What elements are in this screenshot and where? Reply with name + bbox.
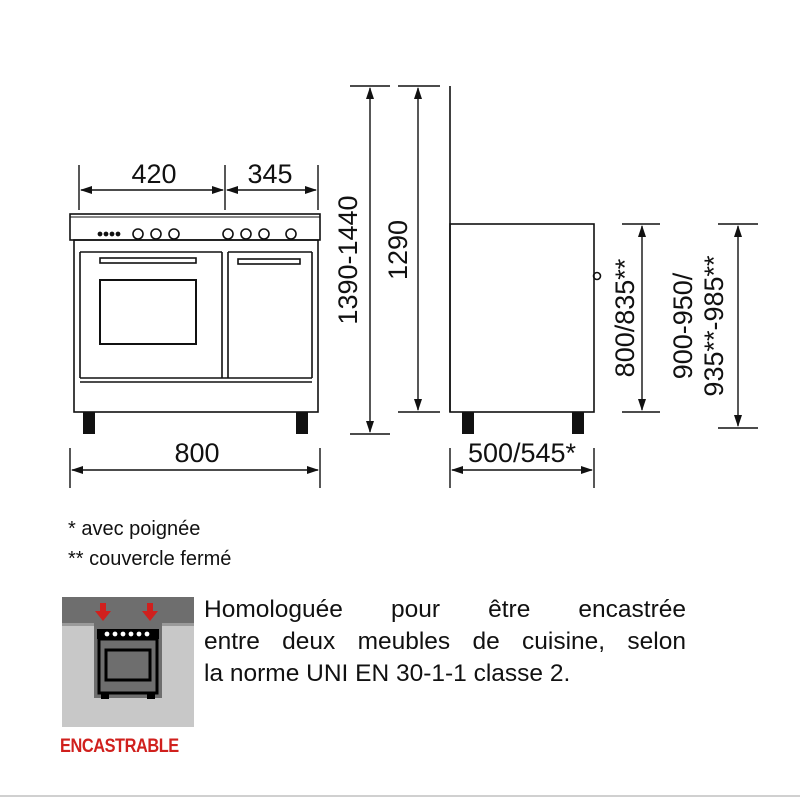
dim-label-1290: 1290 xyxy=(383,219,413,281)
dim-label-height-range-2: 935**-985** xyxy=(699,255,729,397)
dim-label-420: 420 xyxy=(131,159,177,189)
homologation-line-3: la norme UNI EN 30-1-1 classe 2. xyxy=(204,660,571,687)
front-feet xyxy=(83,412,308,434)
main-oven-door xyxy=(80,252,222,378)
dimension-lines xyxy=(70,86,758,488)
dim-label-worktop-height: 800/835** xyxy=(610,258,640,378)
auxiliary-oven-door xyxy=(228,252,312,378)
built-in-icon xyxy=(62,597,194,727)
dim-label-total-height: 1390-1440 xyxy=(333,195,363,325)
front-view xyxy=(70,214,320,412)
side-feet xyxy=(462,412,584,434)
side-view xyxy=(450,86,601,412)
oven-handle xyxy=(100,258,196,263)
encastrable-label: ENCASTRABLE xyxy=(60,736,179,757)
side-body xyxy=(450,224,594,412)
footer-divider xyxy=(0,795,800,797)
homologation-line-1: Homologuée pour être encastrée xyxy=(204,596,686,623)
oven-window xyxy=(100,280,196,344)
note-lid: ** couvercle fermé xyxy=(68,548,232,570)
dim-label-800: 800 xyxy=(174,438,220,468)
dim-label-depth: 500/545* xyxy=(467,438,577,468)
homologation-line-2: entre deux meubles de cuisine, selon xyxy=(204,628,686,655)
note-handle: * avec poignée xyxy=(68,518,201,540)
dim-label-height-range-1: 900-950/ xyxy=(668,272,698,380)
control-knobs xyxy=(98,229,296,239)
dim-label-345: 345 xyxy=(247,159,293,189)
aux-oven-handle xyxy=(238,259,300,264)
worktop xyxy=(70,214,320,240)
homologation-text xyxy=(204,594,686,690)
